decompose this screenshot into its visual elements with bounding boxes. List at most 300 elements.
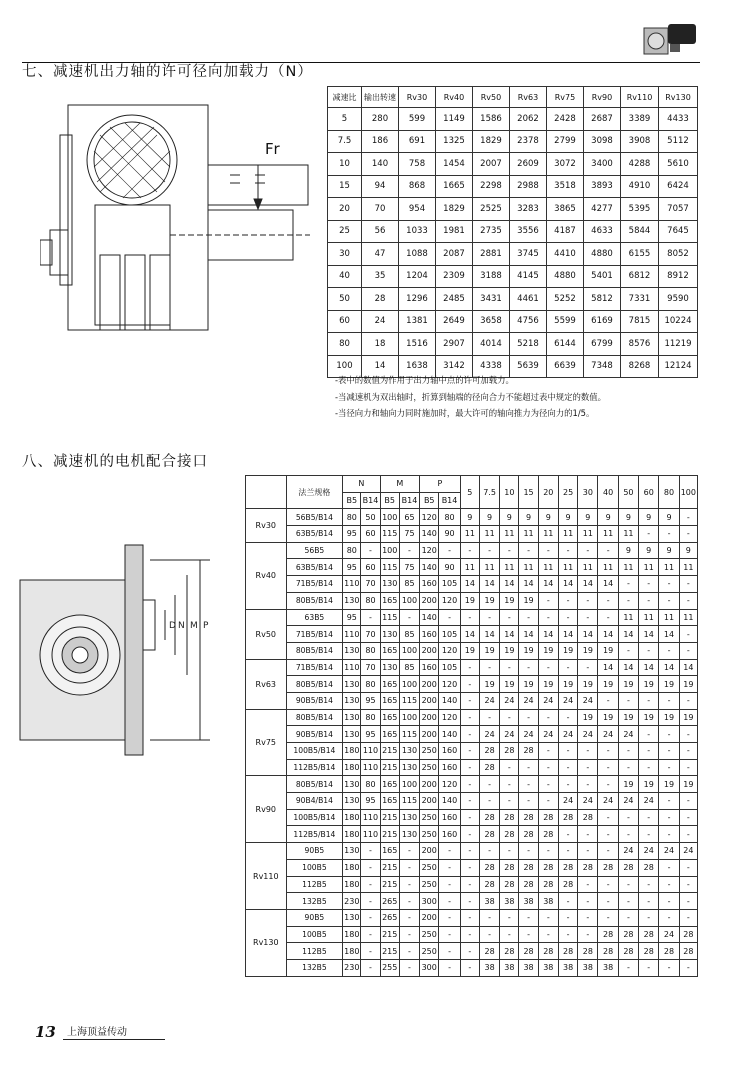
dimension-cell: 80	[439, 509, 460, 526]
dimension-cell: 130	[343, 642, 361, 659]
table-row	[246, 793, 698, 810]
ratio-header: 10	[500, 476, 519, 509]
shaft-size-cell: -	[659, 876, 679, 893]
shaft-size-cell: -	[500, 659, 519, 676]
shaft-size-cell: 28	[578, 943, 598, 960]
shaft-size-cell: 19	[538, 676, 558, 693]
shaft-size-cell: 11	[479, 526, 499, 543]
shaft-size-cell: -	[460, 759, 479, 776]
shaft-size-cell: 38	[538, 893, 558, 910]
table-row	[246, 542, 698, 559]
table-row	[328, 175, 698, 198]
dimension-cell: 180	[343, 943, 361, 960]
flange-cell: 132B5	[286, 893, 343, 910]
gearbox-motor-flange-drawing	[15, 525, 240, 765]
shaft-size-cell: 38	[500, 959, 519, 976]
table-cell: 4880	[584, 243, 621, 266]
shaft-size-cell: -	[558, 609, 577, 626]
note-line: -当减速机为双出轴时，折算到轴端的径向合力不能超过表中规定的数值。	[335, 391, 607, 402]
shaft-size-cell: -	[460, 542, 479, 559]
dimension-cell: 255	[380, 959, 399, 976]
shaft-size-cell: 28	[519, 859, 538, 876]
shaft-size-cell: -	[460, 692, 479, 709]
shaft-size-cell: -	[659, 692, 679, 709]
dimension-cell: 180	[343, 826, 361, 843]
table-cell: 8268	[621, 355, 659, 378]
shaft-size-cell: 19	[598, 642, 618, 659]
shaft-size-cell: -	[538, 793, 558, 810]
shaft-size-cell: -	[659, 909, 679, 926]
shaft-size-cell: 28	[500, 743, 519, 760]
shaft-size-cell: -	[460, 893, 479, 910]
table-cell: 7645	[659, 220, 698, 243]
dim-d-label: D	[169, 621, 176, 631]
table-cell: 954	[399, 198, 436, 221]
shaft-size-cell: -	[479, 843, 499, 860]
shaft-size-cell: -	[618, 809, 638, 826]
dimension-cell: -	[399, 959, 419, 976]
dimension-cell: 130	[343, 692, 361, 709]
dimension-cell: 215	[380, 926, 399, 943]
dimension-cell: 110	[343, 659, 361, 676]
shaft-size-cell: -	[679, 642, 697, 659]
shaft-size-cell: 11	[598, 526, 618, 543]
dimension-cell: 140	[439, 726, 460, 743]
table-cell: 2609	[510, 153, 547, 176]
flange-cell: 132B5	[286, 959, 343, 976]
shaft-size-cell: 19	[679, 676, 697, 693]
shaft-size-cell: 14	[659, 626, 679, 643]
shaft-size-cell: 9	[479, 509, 499, 526]
shaft-size-cell: -	[659, 743, 679, 760]
shaft-size-cell: 24	[500, 726, 519, 743]
shaft-size-cell: -	[679, 576, 697, 593]
column-header: Rv63	[510, 87, 547, 108]
dimension-cell: 215	[380, 759, 399, 776]
table-cell: 35	[362, 265, 399, 288]
table-cell: 1981	[436, 220, 473, 243]
table-cell: 7815	[621, 310, 659, 333]
section-7-title: 七、减速机出力轴的许可径向加载力（N）	[22, 64, 313, 80]
ratio-header: 15	[519, 476, 538, 509]
dimension-cell: 75	[399, 526, 419, 543]
table-cell: 10	[328, 153, 362, 176]
dimension-cell: -	[439, 876, 460, 893]
table-cell: 28	[362, 288, 399, 311]
shaft-size-cell: -	[679, 793, 697, 810]
table-row	[328, 108, 698, 131]
table-cell: 1204	[399, 265, 436, 288]
shaft-size-cell: 24	[479, 726, 499, 743]
dimension-cell: 165	[380, 692, 399, 709]
shaft-size-cell: 9	[578, 509, 598, 526]
dimension-cell: 130	[343, 793, 361, 810]
shaft-size-cell: -	[460, 709, 479, 726]
motor-interface-table	[245, 475, 698, 977]
table-cell: 6424	[659, 175, 698, 198]
shaft-size-cell: -	[659, 642, 679, 659]
shaft-size-cell: 24	[538, 726, 558, 743]
shaft-size-cell: 19	[500, 642, 519, 659]
shaft-size-cell: 11	[639, 559, 659, 576]
company-name: 上海顶益传动	[67, 1027, 127, 1038]
shaft-size-cell: 28	[679, 926, 697, 943]
shaft-size-cell: -	[500, 793, 519, 810]
dimension-cell: -	[399, 909, 419, 926]
table-cell: 3893	[584, 175, 621, 198]
flange-cell: 90B5/B14	[286, 692, 343, 709]
table-cell: 2881	[473, 243, 510, 266]
dimension-cell: 250	[420, 926, 439, 943]
shaft-size-cell: -	[598, 893, 618, 910]
table-cell: 186	[362, 130, 399, 153]
flange-cell: 112B5	[286, 876, 343, 893]
dimension-cell: 110	[361, 809, 380, 826]
shaft-size-cell: 19	[659, 676, 679, 693]
table-row	[246, 626, 698, 643]
dimension-cell: 230	[343, 893, 361, 910]
shaft-size-cell: 19	[659, 709, 679, 726]
shaft-size-cell: 19	[558, 676, 577, 693]
dimension-cell: 65	[399, 509, 419, 526]
shaft-size-cell: -	[659, 793, 679, 810]
shaft-size-cell: 19	[578, 676, 598, 693]
dimension-cell: -	[399, 843, 419, 860]
shaft-size-cell: -	[460, 676, 479, 693]
shaft-size-cell: 14	[460, 626, 479, 643]
shaft-size-cell: 14	[598, 576, 618, 593]
shaft-size-cell: -	[558, 926, 577, 943]
flange-cell: 80B5/B14	[286, 676, 343, 693]
shaft-size-cell: 14	[679, 659, 697, 676]
dimension-cell: 115	[380, 559, 399, 576]
flange-cell: 63B5/B14	[286, 526, 343, 543]
dimension-cell: 165	[380, 793, 399, 810]
table-cell: 2007	[473, 153, 510, 176]
table-cell: 1665	[436, 175, 473, 198]
dimension-cell: 200	[420, 776, 439, 793]
dimension-cell: 80	[361, 642, 380, 659]
dimension-cell: 200	[420, 642, 439, 659]
table-cell: 1033	[399, 220, 436, 243]
table-cell: 2799	[547, 130, 584, 153]
flange-type-header: B14	[399, 492, 419, 509]
shaft-size-cell: 28	[598, 926, 618, 943]
shaft-size-cell: 28	[598, 859, 618, 876]
ratio-header: 60	[639, 476, 659, 509]
dimension-cell: 130	[380, 626, 399, 643]
table-cell: 3389	[621, 108, 659, 131]
shaft-size-cell: -	[659, 726, 679, 743]
table-row	[328, 333, 698, 356]
shaft-size-cell: 28	[519, 809, 538, 826]
model-cell: Rv90	[246, 776, 287, 843]
shaft-size-cell: 28	[558, 943, 577, 960]
table-cell: 7057	[659, 198, 698, 221]
shaft-size-cell: 14	[639, 626, 659, 643]
shaft-size-cell: -	[598, 876, 618, 893]
dimension-cell: 300	[420, 959, 439, 976]
dimension-cell: 140	[439, 793, 460, 810]
table-cell: 5	[328, 108, 362, 131]
shaft-size-cell: 19	[479, 676, 499, 693]
shaft-size-cell: 19	[479, 592, 499, 609]
table-row	[246, 909, 698, 926]
shaft-size-cell: -	[479, 709, 499, 726]
shaft-size-cell: -	[460, 876, 479, 893]
dimension-cell: 160	[439, 826, 460, 843]
dimension-cell: -	[361, 926, 380, 943]
flange-cell: 90B5/B14	[286, 726, 343, 743]
section-8-title: 八、减速机的电机配合接口	[22, 454, 208, 470]
shaft-size-cell: 28	[479, 943, 499, 960]
shaft-size-cell: -	[558, 659, 577, 676]
shaft-size-cell: 11	[460, 559, 479, 576]
table-cell: 140	[362, 153, 399, 176]
table-cell: 3072	[547, 153, 584, 176]
table-row	[246, 809, 698, 826]
dimension-cell: 215	[380, 826, 399, 843]
flange-cell: 80B5/B14	[286, 642, 343, 659]
shaft-size-cell: -	[639, 726, 659, 743]
table-cell: 2525	[473, 198, 510, 221]
shaft-size-cell: -	[679, 526, 697, 543]
table-cell: 2907	[436, 333, 473, 356]
shaft-size-cell: -	[679, 859, 697, 876]
shaft-size-cell: -	[639, 642, 659, 659]
shaft-size-cell: 19	[578, 709, 598, 726]
table-row	[246, 676, 698, 693]
shaft-size-cell: -	[679, 959, 697, 976]
shaft-size-cell: -	[679, 743, 697, 760]
dimension-cell: 165	[380, 726, 399, 743]
shaft-size-cell: -	[558, 893, 577, 910]
shaft-size-cell: -	[618, 959, 638, 976]
table-cell: 2087	[436, 243, 473, 266]
table-row	[246, 776, 698, 793]
dimension-cell: -	[439, 909, 460, 926]
table-row	[246, 926, 698, 943]
shaft-size-cell: 11	[578, 559, 598, 576]
shaft-size-cell: -	[639, 893, 659, 910]
shaft-size-cell: 28	[639, 943, 659, 960]
dimension-cell: 120	[439, 592, 460, 609]
shaft-size-cell: -	[460, 859, 479, 876]
shaft-size-cell: 11	[500, 526, 519, 543]
table-cell: 2485	[436, 288, 473, 311]
dimension-cell: -	[361, 542, 380, 559]
shaft-size-cell: 9	[558, 509, 577, 526]
shaft-size-cell: -	[659, 859, 679, 876]
table-cell: 8052	[659, 243, 698, 266]
dimension-cell: 105	[439, 626, 460, 643]
shaft-size-cell: -	[598, 592, 618, 609]
dimension-cell: 115	[380, 526, 399, 543]
dimension-cell: -	[399, 542, 419, 559]
shaft-size-cell: 9	[460, 509, 479, 526]
shaft-size-cell: 28	[500, 859, 519, 876]
table-cell: 6169	[584, 310, 621, 333]
flange-cell: 71B5/B14	[286, 576, 343, 593]
shaft-size-cell: 11	[679, 609, 697, 626]
shaft-size-cell: 24	[519, 726, 538, 743]
dimension-cell: -	[361, 859, 380, 876]
shaft-size-cell: -	[519, 926, 538, 943]
note-line: -表中的数值为作用于出力轴中点的许可加载力。	[335, 375, 514, 385]
shaft-size-cell: -	[618, 692, 638, 709]
flange-cell: 90B5	[286, 843, 343, 860]
shaft-size-cell: 19	[519, 592, 538, 609]
shaft-size-cell: -	[479, 542, 499, 559]
flange-cell: 100B5/B14	[286, 809, 343, 826]
dimension-cell: 130	[380, 659, 399, 676]
shaft-size-cell: -	[519, 609, 538, 626]
dimension-cell: 165	[380, 843, 399, 860]
shaft-size-cell: -	[659, 893, 679, 910]
shaft-size-cell: -	[578, 843, 598, 860]
table-cell: 2649	[436, 310, 473, 333]
dimension-cell: 60	[361, 526, 380, 543]
shaft-size-cell: -	[639, 526, 659, 543]
table-cell: 3518	[547, 175, 584, 198]
table-cell: 3400	[584, 153, 621, 176]
table-cell: 6799	[584, 333, 621, 356]
dimension-cell: 100	[380, 509, 399, 526]
shaft-size-cell: -	[598, 759, 618, 776]
ratio-header: 30	[578, 476, 598, 509]
table-cell: 1829	[436, 198, 473, 221]
table-row	[246, 709, 698, 726]
dimension-cell: 110	[343, 626, 361, 643]
shaft-size-cell: -	[558, 592, 577, 609]
shaft-size-cell: -	[679, 692, 697, 709]
table-row	[328, 198, 698, 221]
dimension-cell: 140	[439, 692, 460, 709]
shaft-size-cell: 19	[618, 676, 638, 693]
column-header: Rv30	[399, 87, 436, 108]
shaft-size-cell: 28	[558, 859, 577, 876]
shaft-size-cell: 28	[519, 943, 538, 960]
dimension-cell: 110	[361, 743, 380, 760]
model-cell: Rv130	[246, 909, 287, 976]
shaft-size-cell: 38	[598, 959, 618, 976]
shaft-size-cell: 24	[578, 692, 598, 709]
dimension-cell: 140	[420, 526, 439, 543]
shaft-size-cell: 28	[639, 859, 659, 876]
flange-cell: 63B5	[286, 609, 343, 626]
shaft-size-cell: 28	[479, 809, 499, 826]
shaft-size-cell: 14	[500, 576, 519, 593]
shaft-size-cell: -	[558, 743, 577, 760]
dimension-cell: 95	[361, 726, 380, 743]
flange-cell: 80B5/B14	[286, 709, 343, 726]
column-header: Rv130	[659, 87, 698, 108]
dimension-cell: 140	[420, 559, 439, 576]
table-cell: 7.5	[328, 130, 362, 153]
dimension-cell: -	[439, 859, 460, 876]
dimension-cell: 180	[343, 809, 361, 826]
shaft-size-cell: -	[538, 843, 558, 860]
table-row	[328, 265, 698, 288]
table-row	[246, 843, 698, 860]
dimension-cell: 250	[420, 859, 439, 876]
dimension-cell: 115	[399, 793, 419, 810]
dimension-cell: 130	[399, 759, 419, 776]
shaft-size-cell: 24	[618, 793, 638, 810]
flange-cell: 63B5/B14	[286, 559, 343, 576]
table-row	[246, 592, 698, 609]
table-cell: 1829	[473, 130, 510, 153]
shaft-size-cell: 38	[519, 959, 538, 976]
footer-rule	[63, 1039, 165, 1040]
shaft-size-cell: 14	[558, 576, 577, 593]
shaft-size-cell: 28	[679, 943, 697, 960]
dimension-cell: -	[399, 926, 419, 943]
shaft-size-cell: 11	[659, 609, 679, 626]
table-cell: 2735	[473, 220, 510, 243]
shaft-size-cell: 11	[679, 559, 697, 576]
table-cell: 2428	[547, 108, 584, 131]
dim-n-label: N	[178, 621, 185, 631]
shaft-size-cell: 24	[558, 726, 577, 743]
shaft-size-cell: -	[618, 592, 638, 609]
table-cell: 4145	[510, 265, 547, 288]
corner-cell	[246, 476, 287, 509]
shaft-size-cell: -	[578, 743, 598, 760]
shaft-size-cell: -	[679, 909, 697, 926]
shaft-size-cell: -	[598, 542, 618, 559]
shaft-size-cell: 19	[618, 709, 638, 726]
dimension-header: N	[343, 476, 380, 493]
model-cell: Rv50	[246, 609, 287, 659]
shaft-size-cell: -	[618, 876, 638, 893]
table-row	[246, 526, 698, 543]
shaft-size-cell: -	[460, 909, 479, 926]
table-cell: 5112	[659, 130, 698, 153]
shaft-size-cell: -	[618, 826, 638, 843]
table-cell: 4187	[547, 220, 584, 243]
shaft-size-cell: 14	[618, 659, 638, 676]
shaft-size-cell: 11	[519, 526, 538, 543]
dimension-cell: 80	[343, 542, 361, 559]
dimension-cell: 70	[361, 659, 380, 676]
dimension-cell: 215	[380, 876, 399, 893]
shaft-size-cell: -	[598, 826, 618, 843]
dimension-cell: 250	[420, 943, 439, 960]
dimension-cell: 250	[420, 743, 439, 760]
table-cell: 5218	[510, 333, 547, 356]
dim-m-label: M	[190, 621, 198, 631]
shaft-size-cell: 24	[639, 793, 659, 810]
dimension-cell: 130	[343, 726, 361, 743]
shaft-size-cell: -	[578, 893, 598, 910]
shaft-size-cell: -	[519, 843, 538, 860]
table-row	[246, 642, 698, 659]
shaft-size-cell: 19	[519, 676, 538, 693]
table-row	[328, 288, 698, 311]
shaft-size-cell: -	[659, 526, 679, 543]
dimension-cell: 250	[420, 826, 439, 843]
shaft-size-cell: -	[578, 759, 598, 776]
table-cell: 2988	[510, 175, 547, 198]
shaft-size-cell: -	[500, 759, 519, 776]
table-cell: 40	[328, 265, 362, 288]
table-cell: 47	[362, 243, 399, 266]
table-cell: 4910	[621, 175, 659, 198]
flange-cell: 112B5/B14	[286, 759, 343, 776]
table-cell: 30	[328, 243, 362, 266]
table-cell: 12124	[659, 355, 698, 378]
